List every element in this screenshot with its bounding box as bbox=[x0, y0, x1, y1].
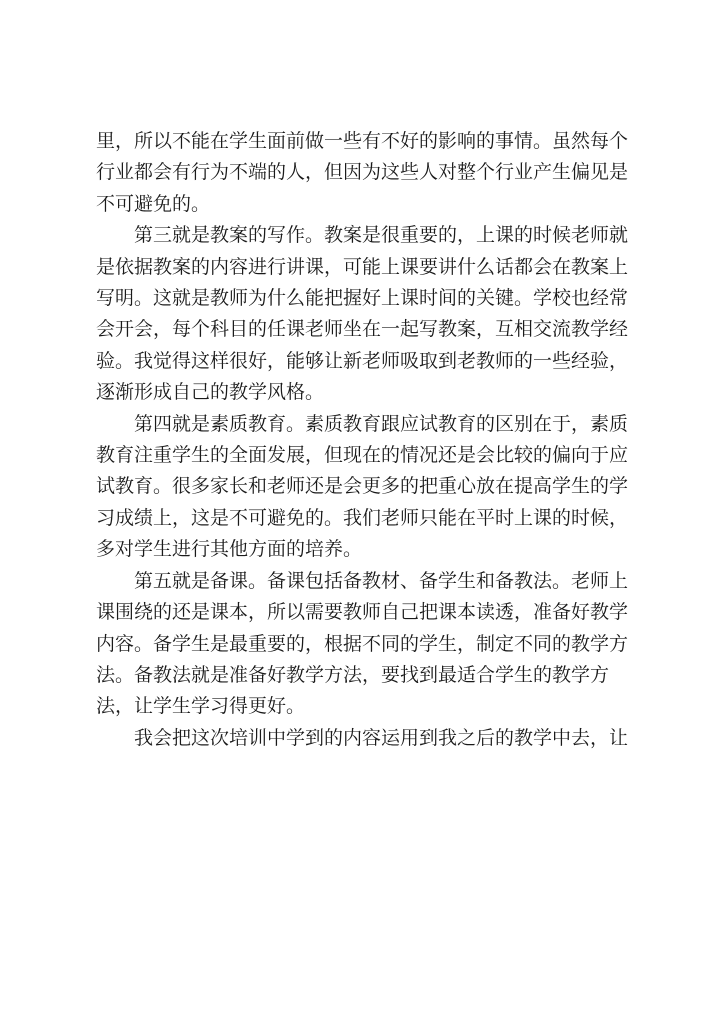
text-line: 我会把这次培训中学到的内容运用到我之后的教学中去，让 bbox=[134, 726, 629, 749]
text-line: 是依据教案的内容进行讲课，可能上课要讲什么话都会在教案上 bbox=[96, 255, 629, 278]
text-line: 课围绕的还是课本，所以需要教师自己把课本读透，准备好教学 bbox=[96, 601, 629, 624]
text-line: 法。备教法就是准备好教学方法，要找到最适合学生的教学方 bbox=[96, 663, 610, 686]
text-line: 第五就是备课。备课包括备教材、备学生和备教法。老师上 bbox=[134, 569, 629, 592]
text-line: 会开会，每个科目的任课老师坐在一起写教案，互相交流教学经 bbox=[96, 318, 629, 341]
document-body bbox=[96, 126, 640, 754]
text-line: 第四就是素质教育。素质教育跟应试教育的区别在于，素质 bbox=[134, 412, 629, 435]
text-line: 试教育。很多家长和老师还是会更多的把重心放在提高学生的学 bbox=[96, 475, 629, 498]
paragraph-3 bbox=[96, 409, 640, 566]
text-line: 行业都会有行为不端的人，但因为这些人对整个行业产生偏见是 bbox=[96, 161, 629, 184]
text-line: 不可避免的。 bbox=[96, 192, 211, 215]
text-line: 教育注重学生的全面发展，但现在的情况还是会比较的偏向于应 bbox=[96, 444, 629, 467]
text-line: 验。我觉得这样很好，能够让新老师吸取到老教师的一些经验， bbox=[96, 349, 629, 372]
paragraph-4 bbox=[96, 566, 640, 723]
text-line: 写明。这就是教师为什么能把握好上课时间的关键。学校也经常 bbox=[96, 287, 629, 310]
paragraph-2 bbox=[96, 220, 640, 408]
text-line: 逐渐形成自己的教学风格。 bbox=[96, 381, 325, 404]
paragraph-5 bbox=[96, 723, 640, 754]
text-line: 多对学生进行其他方面的培养。 bbox=[96, 538, 363, 561]
text-line: 习成绩上，这是不可避免的。我们老师只能在平时上课的时候， bbox=[96, 506, 629, 529]
text-line: 法，让学生学习得更好。 bbox=[96, 695, 306, 718]
text-line: 内容。备学生是最重要的，根据不同的学生，制定不同的教学方 bbox=[96, 632, 629, 655]
text-line: 里，所以不能在学生面前做一些有不好的影响的事情。虽然每个 bbox=[96, 130, 629, 152]
text-line: 第三就是教案的写作。教案是很重要的，上课的时候老师就 bbox=[134, 224, 629, 247]
paragraph-1 bbox=[96, 126, 640, 220]
